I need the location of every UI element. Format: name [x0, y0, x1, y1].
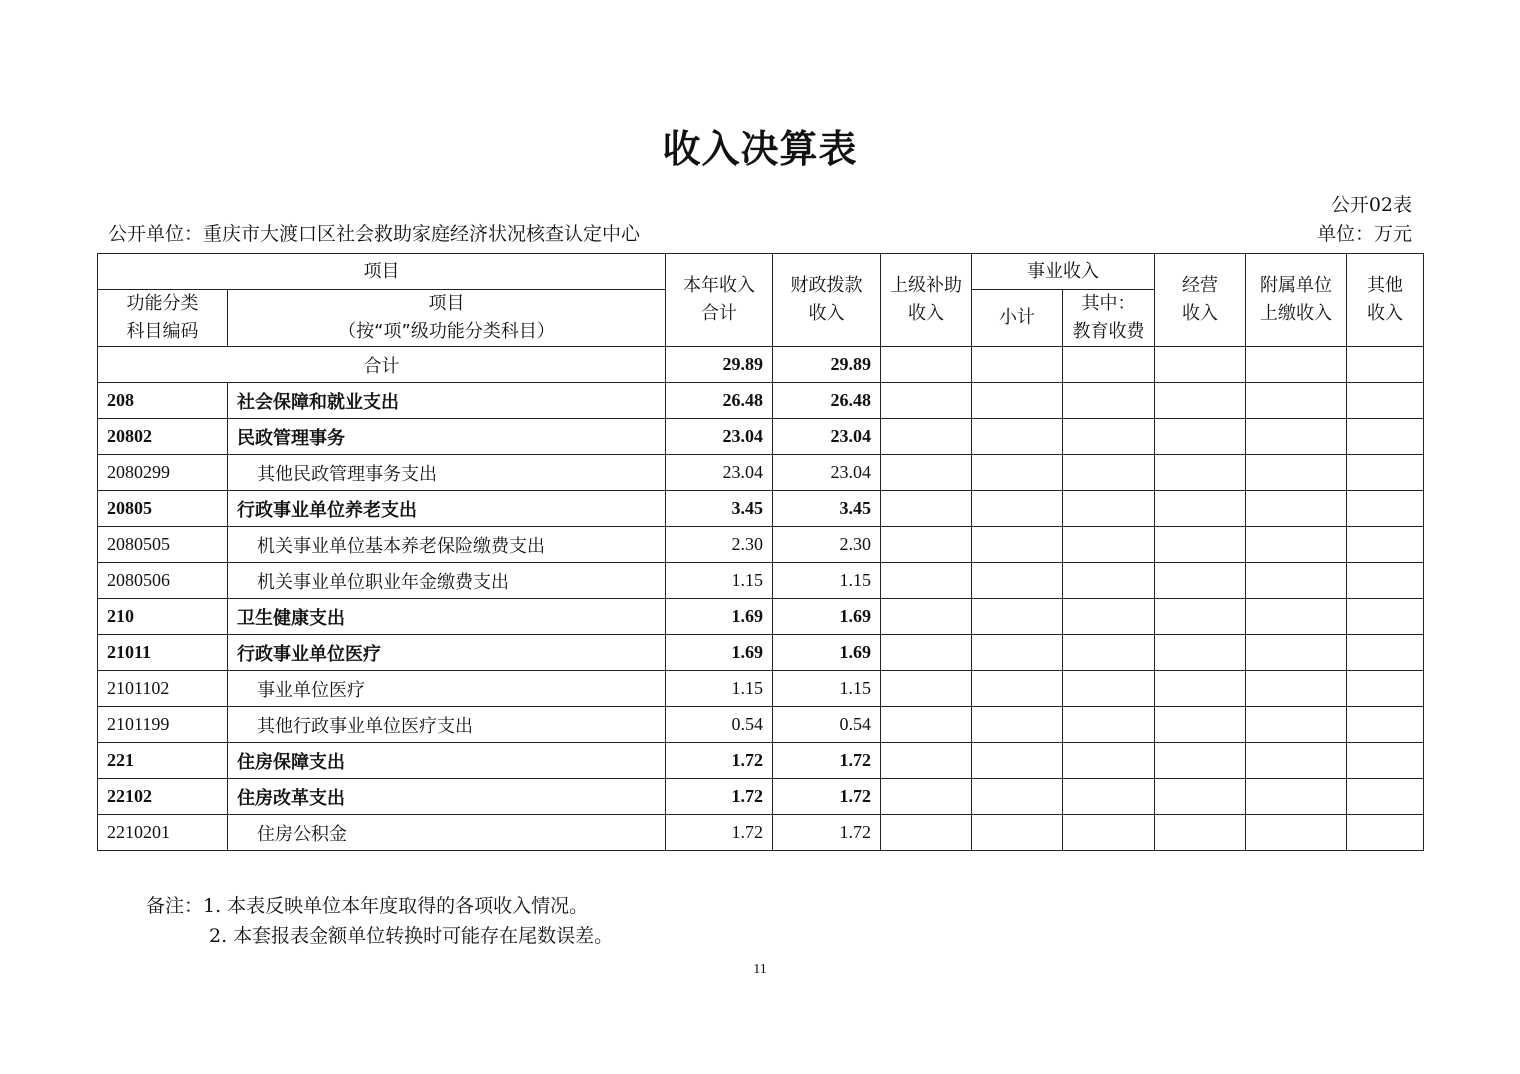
header-superior: 上级补助 收入	[881, 254, 972, 347]
empty-cell	[1347, 419, 1424, 455]
empty-cell	[1063, 455, 1155, 491]
table-row	[98, 671, 1424, 707]
empty-cell	[1246, 563, 1347, 599]
table-row	[98, 383, 1424, 419]
empty-cell	[972, 707, 1063, 743]
row-fiscal: 23.04	[773, 455, 881, 491]
row-code: 21011	[98, 635, 228, 671]
empty-cell	[1063, 707, 1155, 743]
empty-cell	[1347, 383, 1424, 419]
row-total: 23.04	[666, 455, 773, 491]
row-total: 1.15	[666, 671, 773, 707]
empty-cell	[881, 491, 972, 527]
empty-cell	[972, 671, 1063, 707]
empty-cell	[881, 707, 972, 743]
row-name: 社会保障和就业支出	[228, 383, 666, 419]
empty-cell	[881, 635, 972, 671]
page-number: 11	[753, 962, 767, 977]
notes	[146, 891, 613, 951]
total-row	[98, 347, 1424, 383]
empty-cell	[1063, 491, 1155, 527]
empty-cell	[1246, 743, 1347, 779]
empty-cell	[1246, 599, 1347, 635]
empty-cell	[972, 779, 1063, 815]
table-row	[98, 707, 1424, 743]
row-total: 26.48	[666, 383, 773, 419]
header-affiliated: 附属单位 上缴收入	[1246, 254, 1347, 347]
header-fiscal: 财政拨款 收入	[773, 254, 881, 347]
row-name: 住房改革支出	[228, 779, 666, 815]
table-row	[98, 527, 1424, 563]
empty-cell	[1155, 707, 1246, 743]
note-1: 备注：1. 本表反映单位本年度取得的各项收入情况。	[146, 895, 589, 917]
empty-cell	[1246, 527, 1347, 563]
empty-cell	[1246, 707, 1347, 743]
empty-cell	[1155, 563, 1246, 599]
row-fiscal: 1.72	[773, 779, 881, 815]
header-code: 功能分类 科目编码	[98, 290, 228, 347]
empty-cell	[1155, 743, 1246, 779]
empty-cell	[1347, 491, 1424, 527]
empty-cell	[1155, 455, 1246, 491]
empty-cell	[972, 599, 1063, 635]
row-name: 机关事业单位职业年金缴费支出	[228, 563, 666, 599]
empty-cell	[881, 779, 972, 815]
total-amount: 29.89	[666, 347, 773, 383]
row-total: 1.72	[666, 743, 773, 779]
row-total: 3.45	[666, 491, 773, 527]
row-name: 住房公积金	[228, 815, 666, 851]
empty-cell	[1155, 383, 1246, 419]
row-fiscal: 1.15	[773, 671, 881, 707]
empty-cell	[1155, 779, 1246, 815]
row-total: 1.72	[666, 815, 773, 851]
empty-cell	[1347, 671, 1424, 707]
empty-cell	[881, 671, 972, 707]
row-code: 2080505	[98, 527, 228, 563]
empty-cell	[1063, 563, 1155, 599]
table-row	[98, 743, 1424, 779]
table-row	[98, 635, 1424, 671]
empty-cell	[1063, 383, 1155, 419]
row-code: 2210201	[98, 815, 228, 851]
header-business: 事业收入	[972, 254, 1155, 290]
header-subtotal: 小计	[972, 290, 1063, 347]
empty-cell	[972, 743, 1063, 779]
table-row	[98, 599, 1424, 635]
empty-cell	[972, 491, 1063, 527]
row-name: 机关事业单位基本养老保险缴费支出	[228, 527, 666, 563]
row-fiscal: 1.72	[773, 815, 881, 851]
empty-cell	[1155, 419, 1246, 455]
empty-cell	[1347, 707, 1424, 743]
empty-cell	[1063, 815, 1155, 851]
row-total: 1.15	[666, 563, 773, 599]
page-title: 收入决算表	[662, 127, 858, 171]
empty-cell	[1347, 563, 1424, 599]
row-code: 210	[98, 599, 228, 635]
row-name: 事业单位医疗	[228, 671, 666, 707]
empty-cell	[881, 383, 972, 419]
row-fiscal: 1.15	[773, 563, 881, 599]
empty-cell	[1063, 419, 1155, 455]
empty-cell	[972, 563, 1063, 599]
header-row-1	[98, 254, 1424, 290]
empty-cell	[1246, 455, 1347, 491]
row-name: 卫生健康支出	[228, 599, 666, 635]
empty-cell	[1246, 491, 1347, 527]
empty-cell	[972, 635, 1063, 671]
empty-cell	[1063, 527, 1155, 563]
header-education-fee: 其中： 教育收费	[1063, 290, 1155, 347]
form-number: 公开02表	[1330, 194, 1412, 216]
empty-cell	[972, 527, 1063, 563]
row-name: 其他民政管理事务支出	[228, 455, 666, 491]
row-name: 行政事业单位养老支出	[228, 491, 666, 527]
total-fiscal: 29.89	[773, 347, 881, 383]
empty-cell	[1155, 491, 1246, 527]
empty-cell	[881, 527, 972, 563]
row-total: 1.69	[666, 599, 773, 635]
empty-cell	[972, 419, 1063, 455]
note-2: 2. 本套报表金额单位转换时可能存在尾数误差。	[209, 925, 614, 947]
row-code: 221	[98, 743, 228, 779]
empty-cell	[1246, 419, 1347, 455]
row-total: 1.72	[666, 779, 773, 815]
currency-unit: 单位：万元	[1316, 223, 1412, 245]
table-row	[98, 455, 1424, 491]
table-row	[98, 491, 1424, 527]
header-item: 项目	[98, 254, 666, 290]
row-name: 行政事业单位医疗	[228, 635, 666, 671]
row-fiscal: 0.54	[773, 707, 881, 743]
table-row	[98, 563, 1424, 599]
row-code: 2080299	[98, 455, 228, 491]
empty-cell	[881, 743, 972, 779]
empty-cell	[1347, 815, 1424, 851]
header-total: 本年收入 合计	[666, 254, 773, 347]
table-row	[98, 419, 1424, 455]
empty-cell	[1347, 527, 1424, 563]
empty-cell	[1246, 671, 1347, 707]
row-fiscal: 1.69	[773, 635, 881, 671]
row-code: 20802	[98, 419, 228, 455]
row-name: 住房保障支出	[228, 743, 666, 779]
empty-cell	[1063, 599, 1155, 635]
row-fiscal: 3.45	[773, 491, 881, 527]
empty-cell	[1063, 743, 1155, 779]
empty-cell	[1347, 743, 1424, 779]
row-name: 其他行政事业单位医疗支出	[228, 707, 666, 743]
row-code: 2101102	[98, 671, 228, 707]
row-total: 1.69	[666, 635, 773, 671]
table-row	[98, 815, 1424, 851]
empty-cell	[1347, 599, 1424, 635]
empty-cell	[1155, 599, 1246, 635]
empty-cell	[1347, 779, 1424, 815]
empty-cell	[1155, 527, 1246, 563]
row-fiscal: 26.48	[773, 383, 881, 419]
empty-cell	[1246, 383, 1347, 419]
row-name: 民政管理事务	[228, 419, 666, 455]
empty-cell	[1155, 815, 1246, 851]
empty-cell	[1063, 779, 1155, 815]
empty-cell	[1246, 635, 1347, 671]
empty-cell	[972, 815, 1063, 851]
empty-cell	[1347, 635, 1424, 671]
header-name: 项目 （按“项”级功能分类科目）	[228, 290, 666, 347]
empty-cell	[881, 455, 972, 491]
row-fiscal: 23.04	[773, 419, 881, 455]
empty-cell	[881, 419, 972, 455]
reporting-unit: 公开单位：重庆市大渡口区社会救助家庭经济状况核查认定中心	[108, 223, 641, 245]
empty-cell	[1347, 455, 1424, 491]
table-row	[98, 779, 1424, 815]
empty-cell	[972, 383, 1063, 419]
row-fiscal: 2.30	[773, 527, 881, 563]
row-total: 23.04	[666, 419, 773, 455]
row-total: 2.30	[666, 527, 773, 563]
empty-cell	[1063, 635, 1155, 671]
header-operating: 经营 收入	[1155, 254, 1246, 347]
row-code: 208	[98, 383, 228, 419]
row-code: 2101199	[98, 707, 228, 743]
empty-cell	[881, 599, 972, 635]
row-code: 2080506	[98, 563, 228, 599]
empty-cell	[881, 815, 972, 851]
row-fiscal: 1.72	[773, 743, 881, 779]
empty-cell	[1246, 815, 1347, 851]
empty-cell	[1155, 635, 1246, 671]
income-settlement-table	[97, 253, 1424, 851]
empty-cell	[1246, 779, 1347, 815]
empty-cell	[881, 563, 972, 599]
row-total: 0.54	[666, 707, 773, 743]
empty-cell	[1063, 671, 1155, 707]
row-fiscal: 1.69	[773, 599, 881, 635]
empty-cell	[1155, 671, 1246, 707]
row-code: 22102	[98, 779, 228, 815]
empty-cell	[972, 455, 1063, 491]
row-code: 20805	[98, 491, 228, 527]
total-label: 合计	[98, 347, 666, 383]
header-other: 其他 收入	[1347, 254, 1424, 347]
